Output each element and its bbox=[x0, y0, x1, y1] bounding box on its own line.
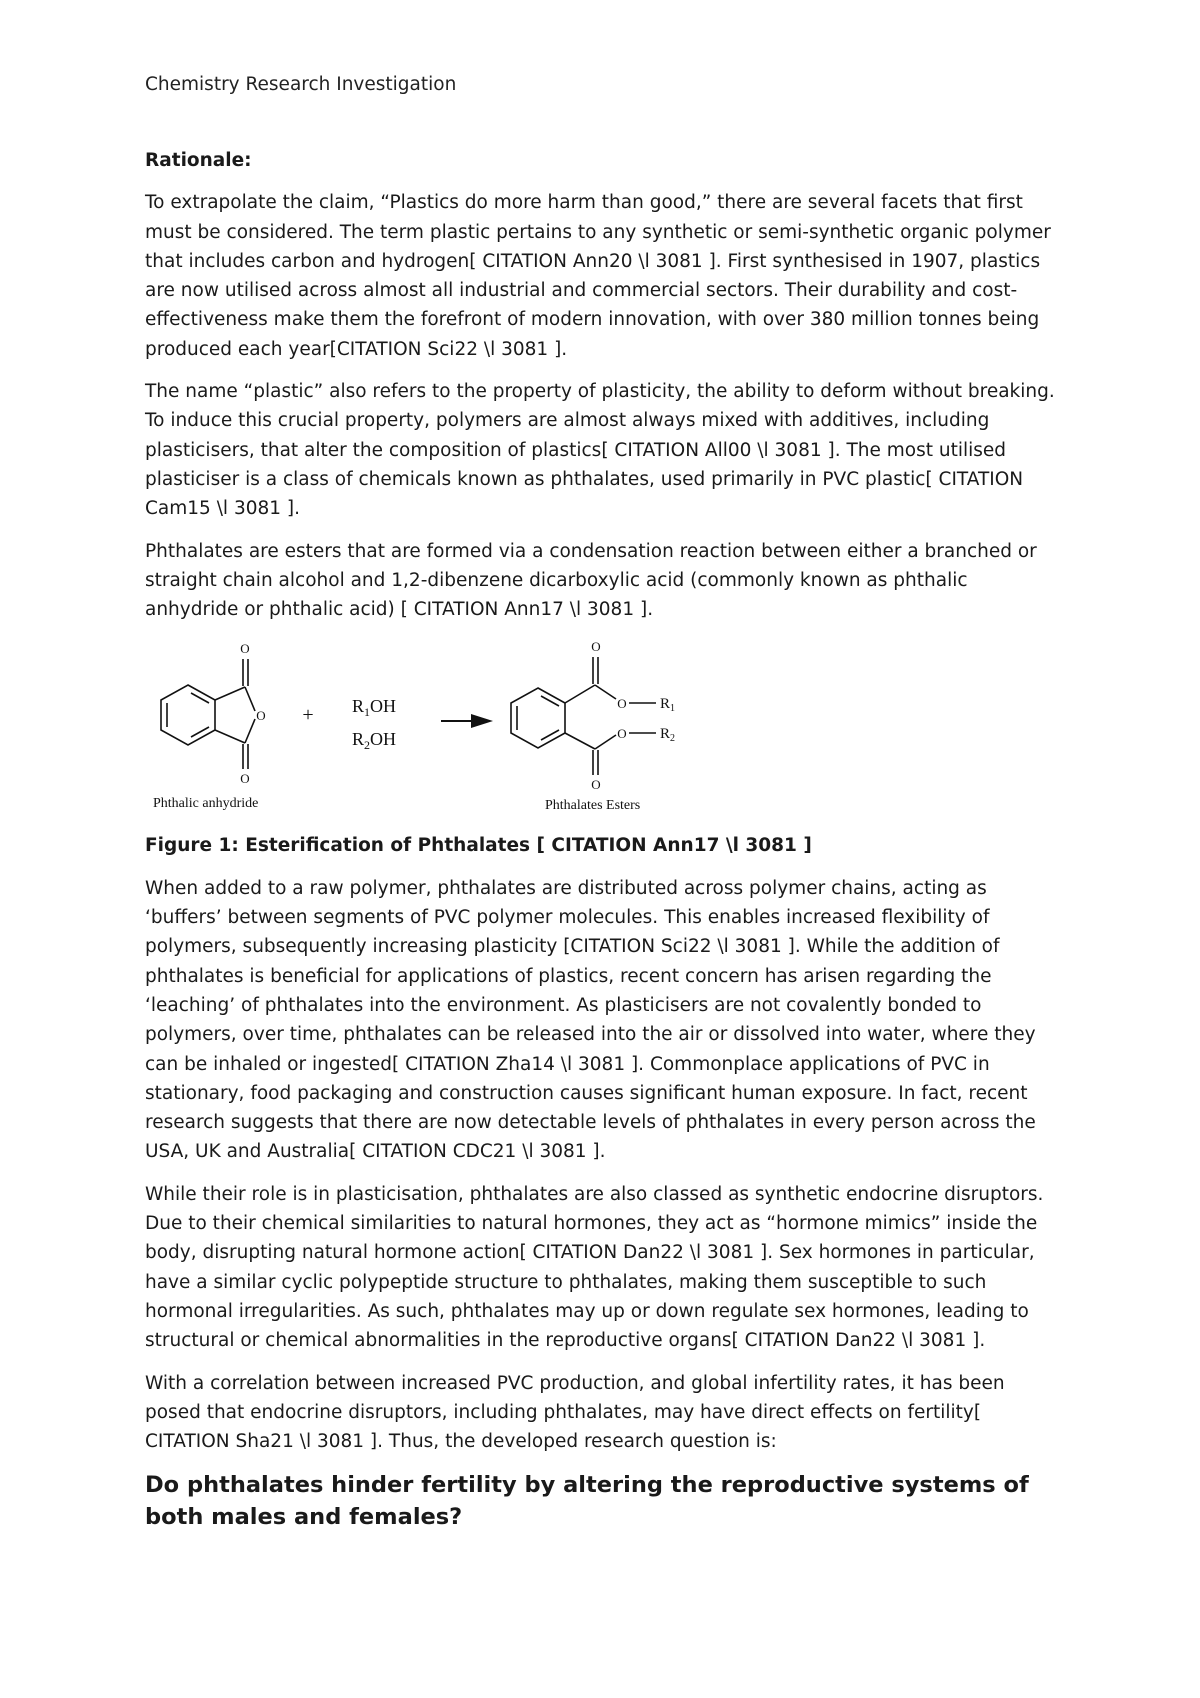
alcohol-r1-label: $R_1OH$ bbox=[352, 696, 397, 720]
reactant-name-label: Phthalic anhydride bbox=[153, 796, 259, 812]
section-heading: Rationale: bbox=[145, 150, 252, 171]
phthalate-ester-structure bbox=[511, 657, 656, 775]
alcohol-r2-label: $R_2OH$ bbox=[352, 729, 397, 753]
plus-sign: + bbox=[302, 704, 314, 727]
paragraph: Phthalates are esters that are formed via a condensation reaction between either a branched or straight chain alcohol and 1,2-dibenzene dicarboxylic acid (commonly known as phthalic anhydride or phthalic acid) [ CITATION Ann17 \l 3081 ]. bbox=[145, 540, 1037, 621]
figure-caption: Figure 1: Esterification of Phthalates [ CITATION Ann17 \l 3081 ] bbox=[145, 835, 812, 857]
oxygen-label: O bbox=[591, 639, 601, 655]
phthalic-anhydride-structure bbox=[161, 659, 255, 769]
r1-group-label: $R_1$ bbox=[660, 696, 676, 715]
oxygen-label: O bbox=[240, 641, 250, 657]
oxygen-label: O bbox=[617, 696, 627, 712]
paragraph: When added to a raw polymer, phthalates are distributed across polymer chains, acting as ‘buffers’ between segments of PVC polymer molecules. This enables increased flexibility of polymers, subsequently increasing plasticity [CITATION Sci22 \l 3081 ]. While the addition of phthalates is beneficial for applications of plastics, recent concern has arisen regarding the ‘leaching’ of phthalates into the environment. As plasticisers are not covalently bonded to polymers, over time, phthalates can be released into the air or dissolved into water, where they can be inhaled or ingested[ CITATION Zha14 \l 3081 ]. Commonplace applications of PVC in stationary, food packaging and construction causes significant human exposure. In fact, recent research suggests that there are now detectable levels of phthalates in every person across the USA, UK and Australia[ CITATION CDC21 \l 3081 ]. bbox=[145, 877, 1036, 1163]
oxygen-label: O bbox=[617, 726, 627, 742]
r2-group-label: $R_2$ bbox=[660, 726, 676, 745]
product-name-label: Phthalates Esters bbox=[545, 798, 641, 814]
document-header: Chemistry Research Investigation bbox=[145, 74, 457, 95]
esterification-figure bbox=[145, 637, 1065, 827]
document-body bbox=[145, 146, 1065, 1533]
paragraph: To extrapolate the claim, “Plastics do more harm than good,” there are several facets that first must be considered. The term plastic pertains to any synthetic or semi-synthetic organic polymer that includes carbon and hydrogen[ CITATION Ann20 \l 3081 ]. First synthesised in 1907, plastics are now utilised across almost all industrial and commercial sectors. Their durability and cost-effectiveness make them the forefront of modern innovation, with over 380 million tonnes being produced each year[CITATION Sci22 \l 3081 ]. bbox=[145, 192, 1051, 360]
oxygen-label: O bbox=[256, 708, 266, 724]
oxygen-label: O bbox=[240, 771, 250, 787]
paragraph: The name “plastic” also refers to the property of plasticity, the ability to deform without breaking. To induce this crucial property, polymers are almost always mixed with additives, including plasticisers, that alter the composition of plastics[ CITATION All00 \l 3081 ]. The most utilised plasticiser is a class of chemicals known as phthalates, used primarily in PVC plastic[ CITATION Cam15 \l 3081 ]. bbox=[145, 381, 1055, 520]
research-question: Do phthalates hinder fertility by altering the reproductive systems of both males and females? bbox=[145, 1472, 1029, 1531]
oxygen-label: O bbox=[591, 777, 601, 793]
paragraph: With a correlation between increased PVC production, and global infertility rates, it has been posed that endocrine disruptors, including phthalates, may have direct effects on fertility[ CITATION Sha21 \l 3081 ]. Thus, the developed research question is: bbox=[145, 1372, 1005, 1453]
reaction-diagram bbox=[145, 637, 1065, 827]
paragraph: While their role is in plasticisation, phthalates are also classed as synthetic endocrine disruptors. Due to their chemical similarities to natural hormones, they act as “hormone mimics” inside the body, disrupting natural hormone action[ CITATION Dan22 \l 3081 ]. Sex hormones in particular, have a similar cyclic polypeptide structure to phthalates, making them susceptible to such hormonal irregularities. As such, phthalates may up or down regulate sex hormones, leading to structural or chemical abnormalities in the reproductive organs[ CITATION Dan22 \l 3081 ]. bbox=[145, 1183, 1044, 1352]
reaction-arrow bbox=[441, 714, 493, 728]
